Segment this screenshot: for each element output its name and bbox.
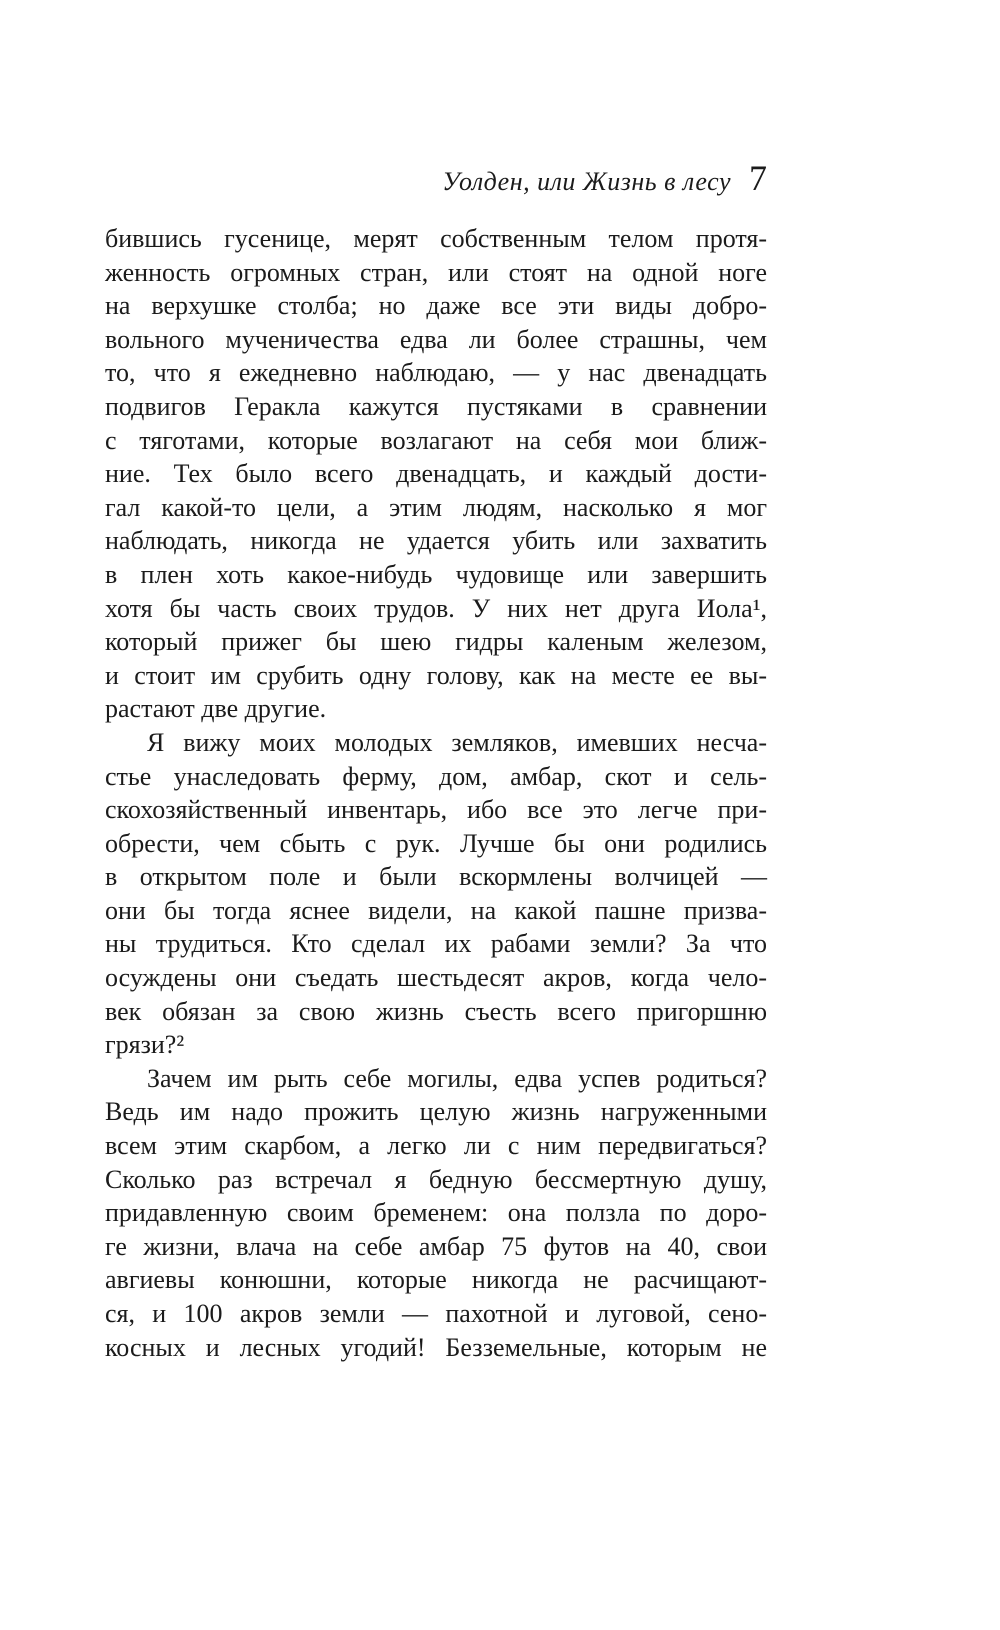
text-line: то, что я ежедневно наблюдаю, — у нас двенадцать	[105, 358, 767, 388]
text-line: Сколько раз встречал я бедную бессмертную душу,	[105, 1164, 767, 1194]
running-header	[105, 160, 767, 197]
text-line: стье унаследовать ферму, дом, амбар, скот и сель-	[105, 761, 767, 791]
text-line: вольного мученичества едва ли более страшны, чем	[105, 324, 767, 354]
text-line: они бы тогда яснее видели, на какой пашне призва-	[105, 895, 767, 925]
text-line: всем этим скарбом, а легко ли с ним передвигаться?	[105, 1131, 767, 1161]
text-line: Ведь им надо прожить целую жизнь нагруженными	[105, 1097, 767, 1127]
text-line: подвигов Геракла кажутся пустяками в сравнении	[105, 391, 767, 421]
text-line: Я вижу моих молодых земляков, имевших несча-	[147, 727, 767, 757]
page-number: 7	[749, 158, 767, 198]
text-line: скохозяйственный инвентарь, ибо все это легче при-	[105, 795, 767, 825]
text-line: авгиевы конюшни, которые никогда не расчищают-	[105, 1265, 767, 1295]
text-line: век обязан за свою жизнь съесть всего пригоршню	[105, 996, 767, 1026]
text-line: в открытом поле и были вскормлены волчицей —	[105, 862, 767, 892]
text-line: который прижег бы шею гидры каленым железом,	[105, 627, 767, 657]
text-line: осуждены они съедать шестьдесят акров, когда чело-	[105, 963, 767, 993]
text-line: косных и лесных угодий! Безземельные, которым не	[105, 1332, 767, 1362]
text-line: обрести, чем сбыть с рук. Лучше бы они родились	[105, 828, 767, 858]
text-line: бившись гусенице, мерят собственным телом протя-	[105, 224, 767, 253]
text-line: хотя бы часть своих трудов. У них нет друга Иола¹,	[105, 593, 767, 623]
text-line: женность огромных стран, или стоят на одной ноге	[105, 257, 767, 287]
text-line: с тяготами, которые возлагают на себя мои ближ-	[105, 425, 767, 455]
text-line: на верхушке столба; но даже все эти виды добро-	[105, 291, 767, 321]
text-line: гал какой-то цели, а этим людям, насколько я мог	[105, 492, 767, 522]
text-line: Зачем им рыть себе могилы, едва успев родиться?	[147, 1063, 767, 1093]
text-line: и стоит им срубить одну голову, как на месте ее вы-	[105, 660, 767, 690]
text-line: грязи?²	[105, 1030, 185, 1060]
text-line: наблюдать, никогда не удается убить или захватить	[105, 526, 767, 556]
text-line: растают две другие.	[105, 694, 327, 724]
text-line: придавленную своим бременем: она ползла по доро-	[105, 1198, 767, 1228]
text-line: ны трудиться. Кто сделал их рабами земли? За что	[105, 929, 767, 959]
text-line: в плен хоть какое-нибудь чудовище или завершить	[105, 559, 767, 589]
body-text	[105, 222, 767, 1364]
text-line: ге жизни, влача на себе амбар 75 футов на 40, свои	[105, 1231, 767, 1261]
running-header-title: Уолден, или Жизнь в лесу	[442, 167, 731, 196]
text-line: ние. Тех было всего двенадцать, и каждый дости-	[105, 459, 767, 489]
text-line: ся, и 100 акров земли — пахотной и луговой, сено-	[105, 1299, 767, 1328]
